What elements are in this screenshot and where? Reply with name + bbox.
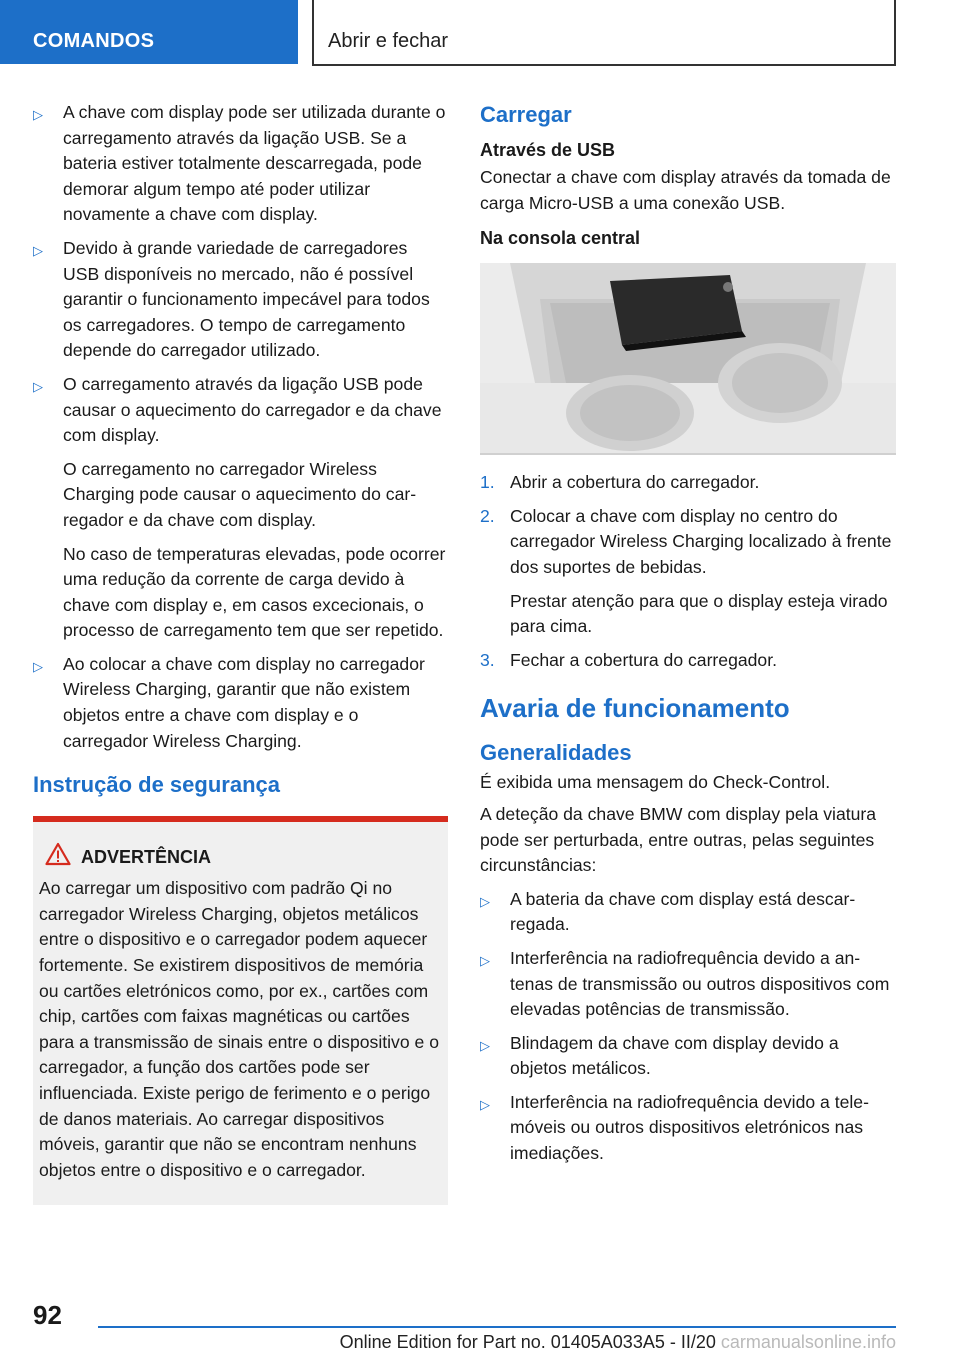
section-tab: COMANDOS bbox=[0, 0, 298, 64]
charging-heading: Carregar bbox=[480, 102, 572, 127]
general-heading: Generalidades bbox=[480, 740, 632, 766]
list-item: ▷ A bateria da chave com display está descarregada. bbox=[480, 888, 856, 935]
list-item: ▷ Blindagem da chave com display devido a objetos metálicos. bbox=[480, 1032, 839, 1079]
bullet-continuation: O carregamento no carregador Wireless Charging pode causar o aquecimento do carregador e da chave com display. bbox=[63, 458, 417, 530]
left-column bbox=[33, 100, 448, 1205]
page-header bbox=[0, 0, 960, 66]
warning-text: Ao carregar um dispositivo com padrão Qi no carregador Wireless Charging, objetos metálicos entre o dispositivo e o carregador podem aquecer fortemente. Se existirem dispositivos de memória ou cartões eletrónicos como, por ex., cartões com chip, cartões com faixas magnéticas ou cartões para a transmissão de sinais entre o dispositivo e o carregador, a função dos cartões pode ser influenciada. Existe perigo de ferimento e o perigo de danos materiais. Ao carregar dispositivos móveis, garantir que não se encontram nenhuns objetos entre o dispositivo e o carregador. bbox=[39, 878, 439, 1180]
general-text: É exibida uma mensagem do Check-Control. bbox=[480, 772, 831, 793]
usb-text: Conectar a chave com display através da tomada de carga Micro-USB a uma conexão USB. bbox=[480, 167, 891, 213]
list-item: ▷ A chave com display pode ser utilizada durante o carregamento através da ligação USB. Se a bateria estiver totalmente descarregada, pode demorar algum tempo até poder utilizar novamente a chave com display. bbox=[33, 102, 446, 225]
bullet-continuation: No caso de temperaturas elevadas, pode ocorrer uma redução da corrente de carga devido à chave com display e, em casos excecionais, o processo de carregamento tem que ser repetido. bbox=[63, 543, 446, 641]
warning-triangle-icon bbox=[45, 842, 71, 866]
chapter-title: Abrir e fechar bbox=[312, 0, 896, 66]
console-heading: Na consola central bbox=[480, 228, 641, 249]
malfunction-heading: Avaria de funcionamento bbox=[480, 693, 790, 724]
triangle-bullet-icon: ▷ bbox=[33, 378, 43, 394]
list-item: ▷ Interferência na radiofrequência devido a antenas de transmissão ou outros dispositivos com elevadas potências de transmissão. bbox=[480, 947, 890, 1020]
list-item: 3. Fechar a cobertura do carregador. bbox=[480, 649, 777, 670]
safety-heading: Instrução de segurança bbox=[33, 772, 280, 798]
list-item: 1. Abrir a cobertura do carregador. bbox=[480, 472, 760, 493]
center-console-charger-photo bbox=[480, 263, 896, 455]
list-item: ▷ Ao colocar a chave com display no carregador Wireless Charging, garantir que não existem objetos entre a chave com display e o carregador Wireless Charging. bbox=[33, 653, 425, 751]
general-text: A deteção da chave BMW com display pela viatura pode ser perturbada, entre outras, pelas seguintes circunstâncias: bbox=[480, 803, 877, 876]
list-item: ▷ O carregamento através da ligação USB pode causar o aquecimento do carregador e da chave com display. bbox=[33, 373, 442, 446]
warning-title: ADVERTÊNCIA bbox=[39, 844, 440, 870]
triangle-bullet-icon: ▷ bbox=[33, 107, 43, 122]
page-number: 92 bbox=[33, 1300, 62, 1330]
triangle-bullet-icon: ▷ bbox=[480, 1096, 490, 1112]
warning-box bbox=[33, 816, 448, 1205]
triangle-bullet-icon: ▷ bbox=[480, 1037, 490, 1053]
triangle-bullet-icon: ▷ bbox=[480, 952, 490, 968]
triangle-bullet-icon: ▷ bbox=[480, 893, 490, 909]
usb-heading: Através de USB bbox=[480, 140, 616, 160]
watermark: carmanualsonline.info bbox=[720, 1332, 896, 1352]
triangle-bullet-icon: ▷ bbox=[33, 658, 43, 674]
right-column bbox=[480, 100, 896, 1175]
edition-text: Online Edition for Part no. 01405A033A5 - II/20 bbox=[339, 1332, 716, 1352]
list-item: ▷ Interferência na radiofrequência devido a telemóveis ou outros dispositivos eletrónicos nas imediações. bbox=[480, 1091, 869, 1164]
list-item: ▷ Devido à grande variedade de carregadores USB disponíveis no mercado, não é possível garantir o funcionamento impecável para todos os carregadores. O tempo de carregamento depende do carregador utilizado. bbox=[33, 237, 430, 361]
triangle-bullet-icon: ▷ bbox=[33, 242, 43, 258]
list-item: 2. Colocar a chave com display no centro do carregador Wireless Charging localizado à frente dos suportes de bebidas. bbox=[480, 505, 892, 577]
step-note: Prestar atenção para que o display esteja virado para cima. bbox=[510, 590, 888, 637]
page-footer bbox=[98, 1326, 896, 1353]
